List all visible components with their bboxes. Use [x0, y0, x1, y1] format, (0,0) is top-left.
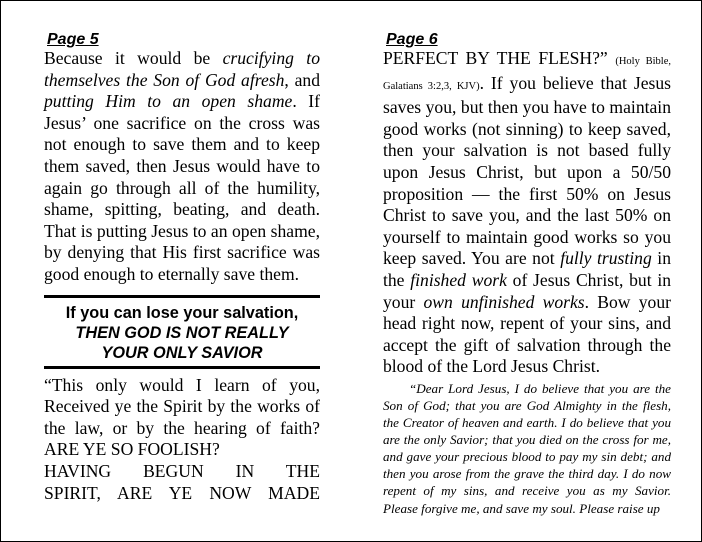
text-run: . Bow your head right now, repent of your sins, and accept the gift of salvation through the blood of the Lord Jesus Christ.	[383, 291, 671, 377]
text-run: “This only would I learn of you, Received ye the Spirit by the works of the law, or by the hearing of faith? ARE YE SO FOOLISH?	[44, 374, 320, 460]
callout-line: THEN GOD IS NOT REALLY	[75, 323, 289, 342]
italic-text: putting Him to an open shame	[44, 91, 293, 112]
prayer-paragraph: “Dear Lord Jesus, I do believe that you are the Son of God; that you are God Almighty in the flesh, the Creator of heaven and earth. I do believe that you are the only Savior; that you died on the cross for me, and gave your precious blood to pay my sin debt; and then you arose from the grave the third day. I do now repent of my sins, and receive you as my Savior. Please forgive me, and save my soul. Please raise up	[383, 380, 671, 516]
text-run: in the	[383, 248, 671, 290]
callout-heading	[44, 303, 320, 363]
scripture-quote	[44, 375, 320, 461]
page-6	[383, 31, 671, 517]
callout-line: If you can lose your salvation,	[65, 303, 299, 322]
page-number-header: Page 6	[386, 31, 438, 48]
body-paragraph	[44, 48, 320, 286]
text-run: . If you believe that Jesus saves you, but then you have to maintain good works (not sinning) to keep saved, then your salvation is not based fully upon Jesus Christ, but upon a 50/50 proposition — the first 50% on Jesus Christ to save you, and the last 50% on yourself to maintain good works so you keep saved. You are not	[383, 72, 672, 269]
text-run: Because it would be	[44, 48, 223, 68]
text-run: of Jesus Christ, but in your	[383, 269, 672, 312]
body-paragraph	[383, 48, 671, 378]
italic-text: own unfinished works	[423, 291, 585, 312]
callout-line: YOUR ONLY SAVIOR	[101, 343, 263, 362]
top-rule	[44, 295, 320, 298]
text-run: . If Jesus’ one sacrifice on the cross was not enough to save them and to keep them saved, then Jesus would have to again go through all of the humility, shame, spitting, beating, and death. That is putting Jesus to an open shame, by denying that His first sacrifice was good enough to eternally save them.	[44, 91, 321, 284]
italic-text: fully trusting	[560, 248, 652, 269]
quote-line: SPIRIT, ARE YE NOW MADE	[44, 482, 320, 503]
text-run: , and	[284, 69, 321, 90]
italic-text: crucifying to themselves the Son of God afresh	[44, 48, 320, 90]
page-5	[44, 31, 320, 504]
page-number-header: Page 5	[47, 31, 99, 48]
text-run: PERFECT BY THE FLESH?”	[383, 48, 608, 68]
citation: (Holy Bible, Galatians 3:2,3, KJV)	[383, 56, 671, 92]
bottom-rule	[44, 366, 320, 369]
quote-line: HAVING BEGUN IN THE	[44, 460, 320, 481]
italic-text: finished work	[410, 269, 507, 290]
